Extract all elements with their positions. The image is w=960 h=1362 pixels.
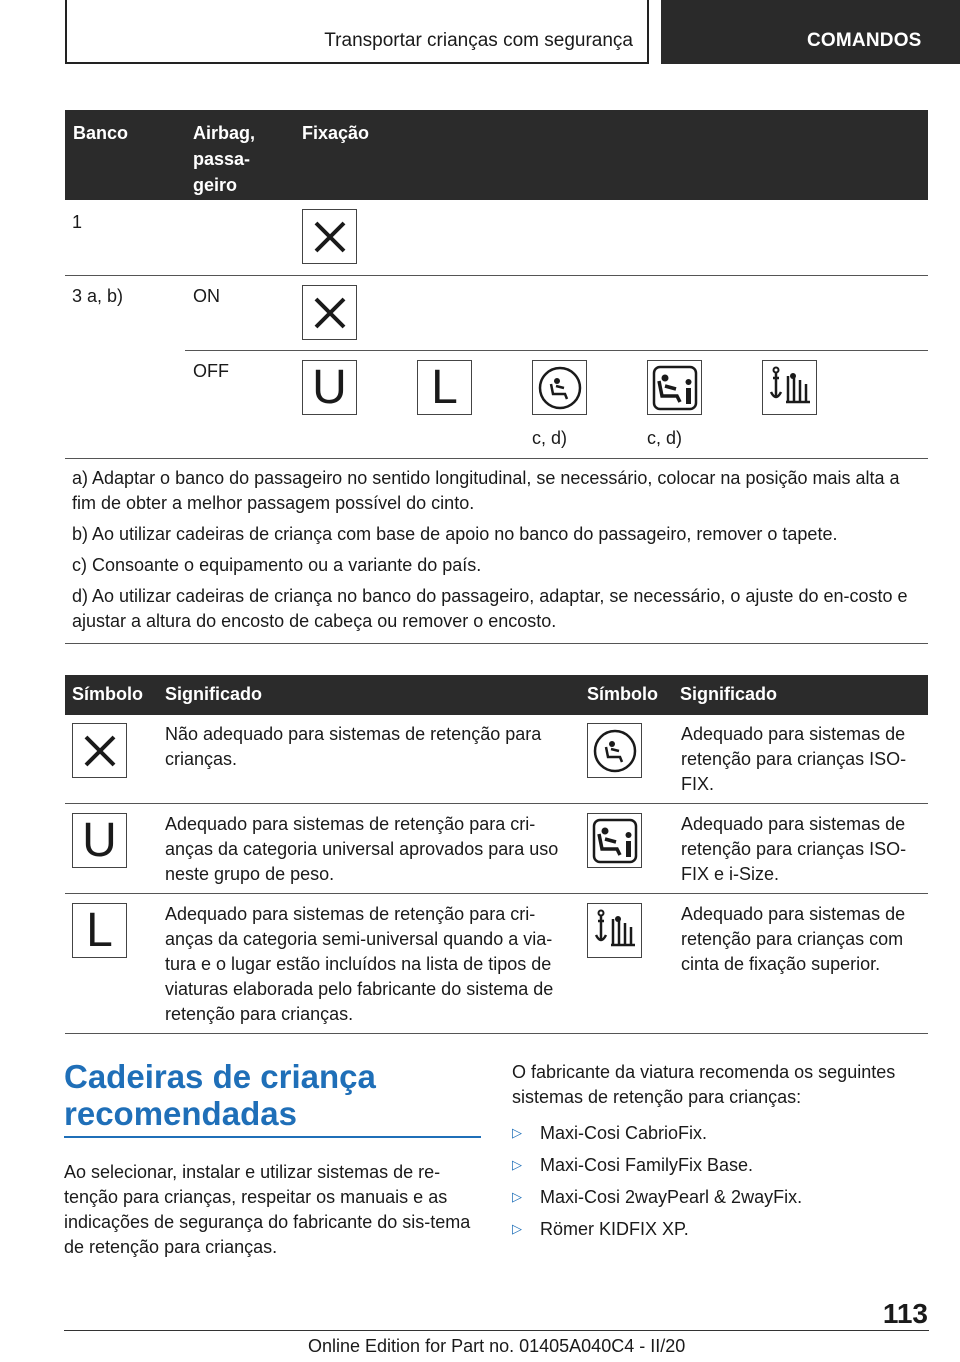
- table1-divider: [65, 275, 928, 276]
- list-item: ▷ Römer KIDFIX XP.: [512, 1218, 689, 1239]
- recommendation-intro: O fabricante da viatura recomenda os seguintes sistemas de retenção para crianças:: [512, 1062, 896, 1107]
- triangle-bullet-icon: ▷: [512, 1125, 522, 1140]
- table1-row3-airbag: OFF: [193, 361, 229, 381]
- table2-divider: [65, 893, 928, 894]
- caption-isofix-isize: c, d): [647, 428, 683, 448]
- triangle-bullet-icon: ▷: [512, 1221, 522, 1236]
- footnote-d: d) Ao utilizar cadeiras de criança no banco do passageiro, adaptar, se necessário, o ajuste do en-costo e ajustar a altura do encosto de cabeça ou remover o encosto.: [72, 586, 908, 631]
- footnote-a: a) Adaptar o banco do passageiro no sentido longitudinal, se necessário, colocar na posição mais alta a fim de obter a melhor passagem possível do cinto.: [72, 468, 900, 513]
- running-header-title: Transportar crianças com segurança: [324, 30, 633, 51]
- table2-row1-right: Adequado para sistemas de retenção para crianças ISO-FIX.: [681, 724, 907, 794]
- caption-isofix: c, d): [532, 428, 568, 448]
- universal-u-icon: U: [72, 813, 127, 868]
- table2-header-symbol: Símbolo: [72, 684, 143, 704]
- section-heading-rule: [64, 1136, 481, 1138]
- table2-row3-right: Adequado para sistemas de retenção para crianças com cinta de fixação superior.: [681, 904, 906, 974]
- page-number: 113: [882, 1298, 928, 1329]
- chapter-label: COMANDOS: [807, 30, 922, 51]
- footer-rule: [64, 1330, 929, 1331]
- table2-divider: [65, 803, 928, 804]
- triangle-bullet-icon: ▷: [512, 1157, 522, 1172]
- table2-bottom-rule: [65, 1033, 928, 1034]
- table1-row2-banco: 3 a, b): [72, 286, 124, 306]
- x-icon: [302, 285, 357, 340]
- section-paragraph: Ao selecionar, instalar e utilizar sistemas de re-tenção para crianças, respeitar os manuais e as indicações de segurança do fabricante do sis-tema de retenção para crianças.: [64, 1162, 471, 1257]
- x-icon: [72, 723, 127, 778]
- universal-u-icon: U: [302, 360, 357, 415]
- table2-row2-left: Adequado para sistemas de retenção para cri-anças da categoria universal aprovados para uso neste grupo de peso.: [165, 814, 559, 884]
- top-tether-icon: [587, 903, 642, 958]
- table2-header-meaning: Significado: [680, 684, 778, 704]
- semi-universal-l-icon: L: [72, 903, 127, 958]
- table1-header-banco: Banco: [73, 123, 129, 143]
- list-item: ▷ Maxi-Cosi FamilyFix Base.: [512, 1154, 754, 1175]
- table2-row1-left: Não adequado para sistemas de retenção para crianças.: [165, 724, 542, 769]
- top-tether-icon: [762, 360, 817, 415]
- list-item: ▷ Maxi-Cosi 2wayPearl & 2wayFix.: [512, 1186, 803, 1207]
- table2-header: [65, 675, 928, 715]
- table1-row1-banco: 1: [72, 212, 83, 232]
- isofix-isize-icon: [647, 360, 702, 415]
- table1-divider: [65, 458, 928, 459]
- x-icon: [302, 209, 357, 264]
- isofix-isize-icon: [587, 813, 642, 868]
- list-item: ▷ Maxi-Cosi CabrioFix.: [512, 1122, 708, 1143]
- section-heading: Cadeiras de criança recomendadas: [64, 1058, 376, 1132]
- footer-edition: Online Edition for Part no. 01405A040C4 - II/20: [308, 1336, 686, 1356]
- table2-header-symbol: Símbolo: [587, 684, 658, 704]
- triangle-bullet-icon: ▷: [512, 1189, 522, 1204]
- table2-row2-right: Adequado para sistemas de retenção para crianças ISO-FIX e i-Size.: [681, 814, 907, 884]
- table1-header: [65, 110, 928, 200]
- table1-header-airbag: Airbag, passa- geiro: [193, 123, 256, 195]
- recommendation-list: [512, 1117, 927, 1245]
- footnote-b: b) Ao utilizar cadeiras de criança com base de apoio no banco do passageiro, remover o tapete.: [72, 524, 838, 544]
- table1-header-fixacao: Fixação: [302, 123, 370, 143]
- semi-universal-l-icon: L: [417, 360, 472, 415]
- table2-row3-left: Adequado para sistemas de retenção para cri-anças da categoria semi-universal quando a via-tura e o lugar estão incluídos na lista de tipos de viaturas elaborada pelo fabricante do sistema de retenção para crianças.: [165, 904, 554, 1024]
- isofix-icon: [587, 723, 642, 778]
- footnote-c: c) Consoante o equipamento ou a variante do país.: [72, 555, 482, 575]
- table1-row2-airbag: ON: [193, 286, 220, 306]
- isofix-icon: [532, 360, 587, 415]
- table2-header-meaning: Significado: [165, 684, 263, 704]
- chapter-tab: [661, 0, 960, 64]
- table1-footnotes: [72, 466, 912, 640]
- table1-bottom-rule: [65, 643, 928, 644]
- table1-divider: [185, 350, 928, 351]
- running-header-box: [65, 0, 649, 64]
